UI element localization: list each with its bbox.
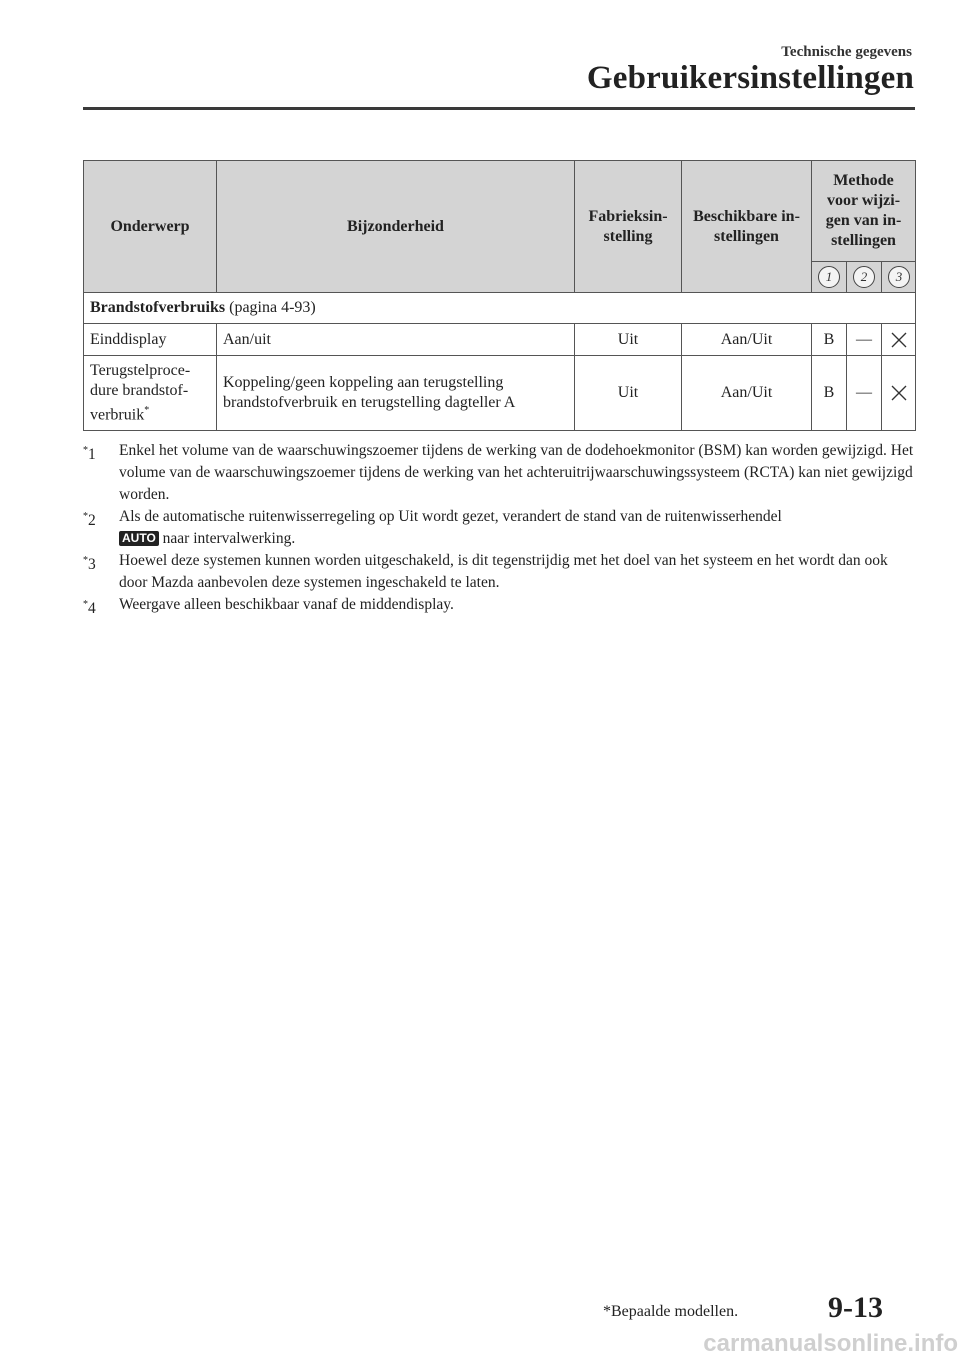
cell-method-2: — (847, 356, 882, 431)
footnote-3: *3 Hoewel deze systemen kunnen worden uitgeschakeld, is dit tegenstrijdig met het doel van het systeem en het wordt dan ook door Mazda aanbevolen deze systemen ingeschakeld te laten. (83, 552, 888, 591)
footnote-text: Hoewel deze systemen kunnen worden uitgeschakeld, is dit tegenstrijdig met het doel van het systeem en het wordt dan ook door Mazda aanbevolen deze systemen ingeschakeld te laten. (119, 552, 888, 591)
cell-factory: Uit (575, 324, 682, 356)
section-title-text: Brandstofverbruiks (90, 299, 226, 316)
cell-method-1: B (812, 356, 847, 431)
table-row (84, 356, 916, 431)
footnote-1: *1 Enkel het volume van de waarschuwingszoemer tijdens de werking van de dodehoekmonitor (BSM) kan worden gewijzigd. Het volume van de waarschuwingszoemer tijdens de werking van het achteruitrijwaarschuwingssysteem (RCTA) kan niet gewijzigd worden. (83, 442, 914, 503)
table-section-row (84, 293, 916, 324)
method-1-icon: 1 (812, 262, 847, 293)
models-note: *Bepaalde modellen. (603, 1303, 739, 1320)
col-header-detail: Bijzonderheid (217, 161, 575, 293)
cell-method-1: B (812, 324, 847, 356)
col-header-subject: Onderwerp (84, 161, 217, 293)
table-row (84, 324, 916, 356)
section-page-ref: (pagina 4-93) (229, 299, 316, 316)
footnote-text: Weergave alleen beschikbaar vanaf de middendisplay. (119, 596, 454, 613)
auto-icon: AUTO (119, 531, 159, 546)
cell-detail: Aan/uit (217, 324, 575, 356)
col-header-available: Beschikbare in- stellingen (682, 161, 812, 293)
method-3-icon: 3 (882, 262, 916, 293)
settings-table (83, 160, 916, 431)
table-header-row (84, 161, 916, 262)
cell-subject: Terugstelproce- dure brandstof- verbruik* (84, 356, 217, 431)
method-2-icon: 2 (847, 262, 882, 293)
footnote-text: Als de automatische ruitenwisserregeling op Uit wordt gezet, verandert de stand van de ruitenwisserhendel (119, 508, 782, 525)
footnote-text: Enkel het volume van de waarschuwingszoemer tijdens de werking van de dodehoekmonitor (BSM) kan worden gewijzigd. Het volume van de waarschuwingszoemer tijdens de werking van het achteruitrijwaarschuwingssysteem (RCTA) kan niet gewijzigd worden. (119, 442, 914, 503)
cell-method-2: — (847, 324, 882, 356)
page-number: 9-13 (828, 1291, 883, 1324)
cell-available: Aan/Uit (682, 324, 812, 356)
footnote-text-after: naar intervalwerking. (162, 530, 296, 547)
footnotes (83, 440, 915, 616)
cross-icon (882, 324, 916, 356)
col-header-method: Methode voor wijzi- gen van in- stellingen (812, 161, 916, 262)
section-label (84, 293, 916, 324)
footnote-4: *4 Weergave alleen beschikbaar vanaf de middendisplay. (83, 596, 454, 618)
cross-icon (882, 356, 916, 431)
section-title: Technische gegevens (781, 44, 912, 60)
watermark: carmanualsonline.info (703, 1330, 958, 1357)
page-title: Gebruikersinstellingen (586, 60, 914, 96)
col-header-factory: Fabrieksin- stelling (575, 161, 682, 293)
cell-factory: Uit (575, 356, 682, 431)
cell-available: Aan/Uit (682, 356, 812, 431)
cell-subject: Einddisplay (84, 324, 217, 356)
cell-detail: Koppeling/geen koppeling aan terugstelling brandstofverbruik en terugstelling dagteller A (217, 356, 575, 431)
footnote-2: *2 Als de automatische ruitenwisserregeling op Uit wordt gezet, verandert de stand van de ruitenwisserhendel AUTO naar intervalwerking. (83, 508, 782, 547)
header-divider (83, 107, 915, 110)
